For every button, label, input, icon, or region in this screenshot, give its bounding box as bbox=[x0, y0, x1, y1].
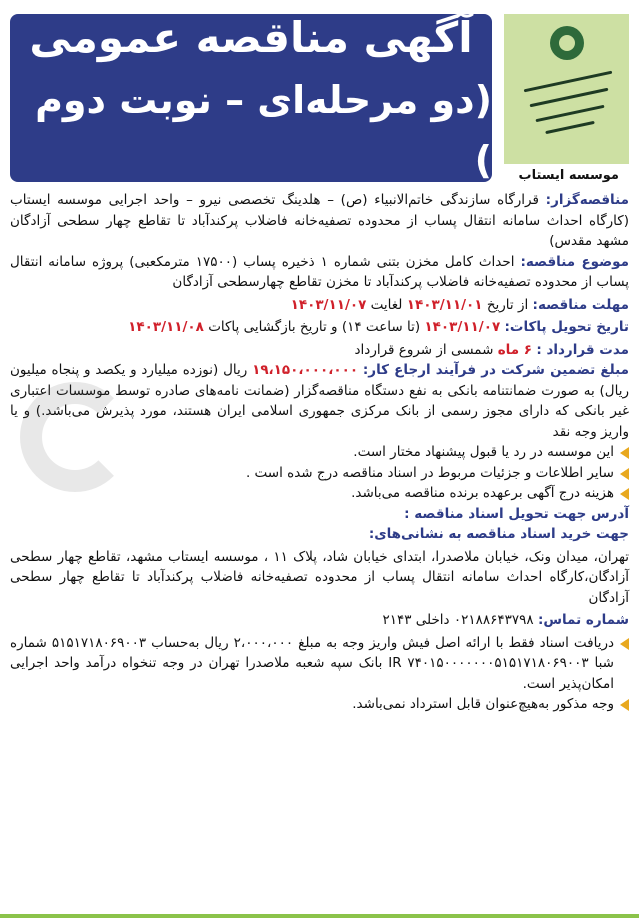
deadline-from-date: ۱۴۰۳/۱۱/۰۱ bbox=[406, 296, 483, 313]
bullet-arrow-icon bbox=[620, 468, 629, 480]
contact-paragraph bbox=[10, 610, 629, 631]
note-item bbox=[10, 483, 629, 504]
bottom-divider bbox=[0, 914, 639, 918]
organizer-text: قرارگاه سازندگی خاتم‌الانبیاء (ص) – هلدینگ تخصصی نیرو – واحد اجرایی موسسه ایستاب (کارگاه احداث سامانه انتقال پساب از محدوده تصفیه‌خانه فاضلاب پرکندآباد تا تقاطع چهار سطحی آزادگان مشهد مقدس) bbox=[10, 192, 629, 249]
duration-paragraph bbox=[10, 340, 629, 361]
title-line-1: آگهی مناقصه عمومی bbox=[29, 13, 473, 62]
delivery-paragraph bbox=[10, 317, 629, 338]
title-line-2: (دو مرحله‌ای – نوبت دوم ) bbox=[35, 78, 492, 182]
delivery-label: تاریخ تحویل پاکات: bbox=[504, 319, 629, 335]
guarantee-paragraph bbox=[10, 360, 629, 442]
contact-label: شماره تماس: bbox=[537, 612, 629, 628]
bullet-arrow-icon bbox=[620, 447, 629, 459]
emblem-icon bbox=[550, 26, 584, 60]
logo-caption: موسسه ایستاب bbox=[518, 168, 619, 183]
note-text: سایر اطلاعات و جزئیات مربوط در اسناد مناقصه درج شده است . bbox=[245, 464, 614, 481]
subject-paragraph bbox=[10, 252, 629, 293]
notice-body bbox=[10, 190, 629, 715]
guarantee-label: مبلغ تضمین شرکت در فرآیند ارجاع کار: bbox=[362, 362, 630, 378]
address-text: تهران، میدان ونک، خیابان ملاصدرا، ابتدای خیابان شاد، پلاک ۱۱ ، موسسه ایستاب مشهد، تقاطع چهار سطحی آزادگان،کارگاه احداث سامانه انتقال پساب از محدوده تصفیه‌خانه فاضلاب پرکندآباد تا تقاطع چهار سطحی آزادگان bbox=[10, 548, 629, 606]
note-item bbox=[10, 442, 629, 463]
logo-calligraphy bbox=[519, 70, 615, 136]
bullet-arrow-icon bbox=[620, 699, 629, 711]
subject-label: موضوع مناقصه: bbox=[520, 253, 629, 270]
deadline-label: مهلت مناقصه: bbox=[532, 296, 629, 313]
payment-text: وجه مذکور به‌هیچ‌عنوان قابل استرداد نمی‌باشد. bbox=[352, 696, 614, 712]
deadline-to-word: لغایت bbox=[370, 296, 403, 313]
deadline-from-word: از تاریخ bbox=[486, 296, 529, 313]
contact-value: ۰۲۱۸۸۶۴۳۷۹۸ داخلی ۲۱۴۳ bbox=[382, 612, 534, 628]
note-text: این موسسه در رد یا قبول پیشنهاد مختار است. bbox=[353, 444, 614, 460]
note-text: هزینه درج آگهی برعهده برنده مناقصه می‌باشد. bbox=[351, 485, 614, 501]
opening-word: و تاریخ بازگشایی پاکات bbox=[208, 319, 338, 335]
deadline-paragraph bbox=[10, 295, 629, 316]
purchase-heading: جهت خرید اسناد مناقصه به نشانی‌های: bbox=[368, 526, 629, 542]
payment-text: دریافت اسناد فقط با ارائه اصل فیش واریز وجه به مبلغ ۲،۰۰۰،۰۰۰ ریال به‌حساب ۵۱۵۱۷۱۸۰۶۹۰۰۳ شماره شبا IR ۷۴۰۱۵۰۰۰۰۰۰۰۵۱۵۱۷۱۸۰۶۹۰۰۳ بانک سپه شعبه ملاصدرا تهران در وجه تنخواه درآمد واحد اجرایی امکان‌پذیر است. bbox=[10, 634, 614, 692]
organizer-paragraph bbox=[10, 190, 629, 252]
bullet-arrow-icon bbox=[620, 488, 629, 500]
delivery-date: ۱۴۰۳/۱۱/۰۷ bbox=[424, 319, 501, 335]
organization-logo bbox=[504, 14, 629, 164]
guarantee-amount: ۱۹،۱۵۰،۰۰۰،۰۰۰ bbox=[252, 362, 359, 378]
duration-label: مدت قرارداد : bbox=[536, 341, 629, 358]
organizer-label: مناقصه‌گزار: bbox=[545, 192, 629, 208]
deadline-to-date: ۱۴۰۳/۱۱/۰۷ bbox=[290, 296, 367, 313]
header bbox=[10, 0, 629, 190]
opening-date: ۱۴۰۳/۱۱/۰۸ bbox=[128, 319, 204, 335]
bullet-arrow-icon bbox=[620, 638, 629, 650]
title-banner bbox=[10, 14, 492, 182]
delivery-hour: (تا ساعت ۱۴) bbox=[341, 319, 421, 335]
payment-item bbox=[10, 633, 629, 695]
payment-item bbox=[10, 694, 629, 715]
duration-value: ۶ ماه bbox=[497, 341, 533, 358]
duration-text: شمسی از شروع قرارداد bbox=[354, 341, 494, 358]
subject-text: احداث کامل مخزن بتنی شماره ۱ ذخیره پساب (۱۷۵۰۰ مترمکعبی) پروژه سامانه انتقال پساب از محدوده تصفیه‌خانه فاضلاب پرکندآباد تا مخزن تقاطع چهارسطحی آزادگان bbox=[10, 253, 629, 290]
guarantee-text: ریال (نوزده میلیارد و یکصد و پنجاه میلیون ریال) به صورت ضمانتنامه بانکی به نفع دستگاه مناقصه‌گزار (ضمانت نامه‌های صادره توسط موسسات اعتباری غیر بانکی که دارای مجوز رسمی از بانک مرکزی جمهوری اسلامی ایران هستند، مورد پذیرش می‌باشد.) و یا واریز وجه نقد bbox=[10, 362, 629, 440]
note-item bbox=[10, 463, 629, 484]
address-heading: آدرس جهت تحویل اسناد مناقصه : bbox=[404, 505, 629, 522]
